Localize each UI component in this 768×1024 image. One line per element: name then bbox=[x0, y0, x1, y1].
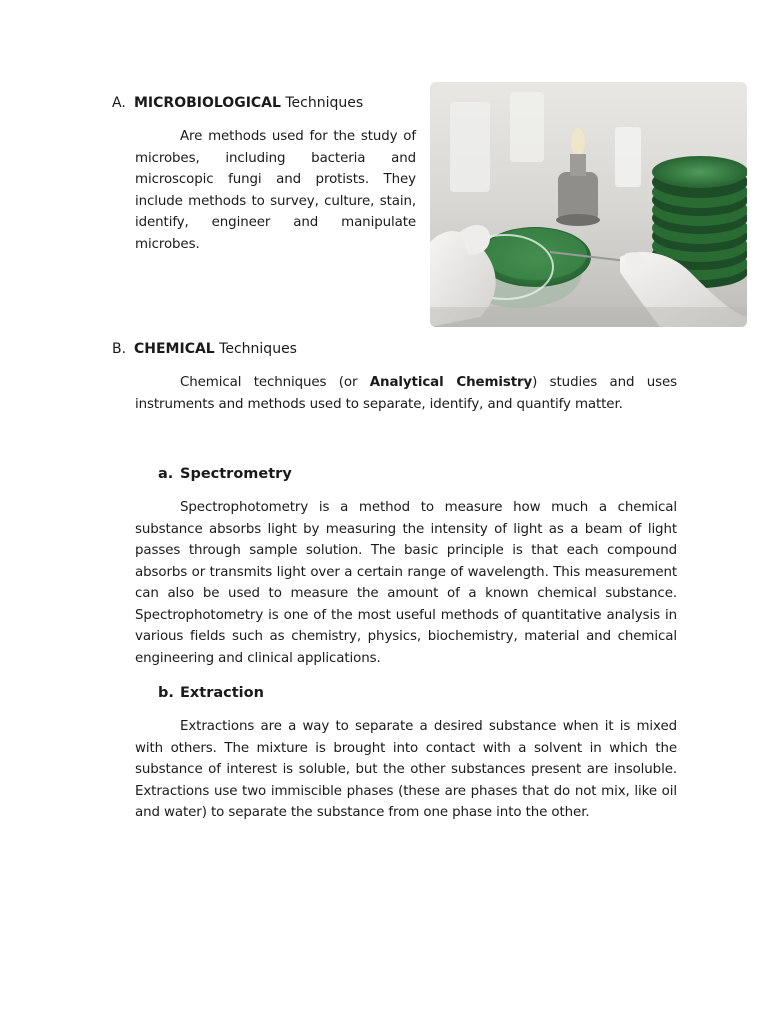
lab-petri-dish-photo bbox=[430, 82, 747, 327]
subsection-b-paragraph: Extractions are a way to separate a desired substance when it is mixed with others. The mixture is brought into contact with a solvent in which the substance of interest is soluble, but the other substances present are insoluble. Extractions use two immiscible phases (these are phases that do not mix, like oil and water) to separate the substance from one phase into the other. bbox=[135, 719, 677, 820]
section-b-para-bold: Analytical Chemistry bbox=[369, 375, 533, 390]
section-b-para-post: ) studies and uses instruments and methods used to separate, identify, and quantify matter. bbox=[135, 375, 678, 412]
section-b-title-rest: Techniques bbox=[214, 341, 297, 357]
section-a-marker: A. bbox=[112, 95, 126, 111]
subsection-a-heading bbox=[158, 465, 292, 483]
section-b-paragraph bbox=[135, 372, 677, 415]
subsection-a-marker: a. bbox=[158, 466, 174, 482]
subsection-b-marker: b. bbox=[158, 685, 174, 701]
subsection-a-paragraph: Spectrophotometry is a method to measure how much a chemical substance absorbs light by measuring the intensity of light as a beam of light passes through sample solution. The basic principle is that each compound absorbs or transmits light over a certain range of wavelength. This measurement can also be used to measure the amount of a known chemical substance. Spectrophotometry is one of the most useful methods of quantitative analysis in various fields such as chemistry, physics, biochemistry, material and chemical engineering and clinical applications. bbox=[135, 500, 677, 666]
section-a-title-rest: Techniques bbox=[280, 95, 364, 111]
section-b-heading bbox=[112, 340, 297, 358]
section-b-title-bold: CHEMICAL bbox=[134, 341, 215, 357]
section-b-para-pre: Chemical techniques (or bbox=[180, 375, 370, 390]
subsection-b-title: Extraction bbox=[180, 685, 264, 701]
section-a-heading bbox=[112, 94, 363, 112]
section-a-paragraph: Are methods used for the study of microbes, including bacteria and microscopic fungi and protists. They include methods to survey, culture, stain, identify, engineer and manipulate microbes. bbox=[135, 129, 416, 252]
subsection-a-title: Spectrometry bbox=[180, 466, 292, 482]
petri-dish-illustration bbox=[430, 82, 747, 327]
section-a-title-bold: MICROBIOLOGICAL bbox=[134, 95, 281, 111]
subsection-b-heading bbox=[158, 684, 264, 702]
section-b-marker: B. bbox=[112, 341, 127, 357]
